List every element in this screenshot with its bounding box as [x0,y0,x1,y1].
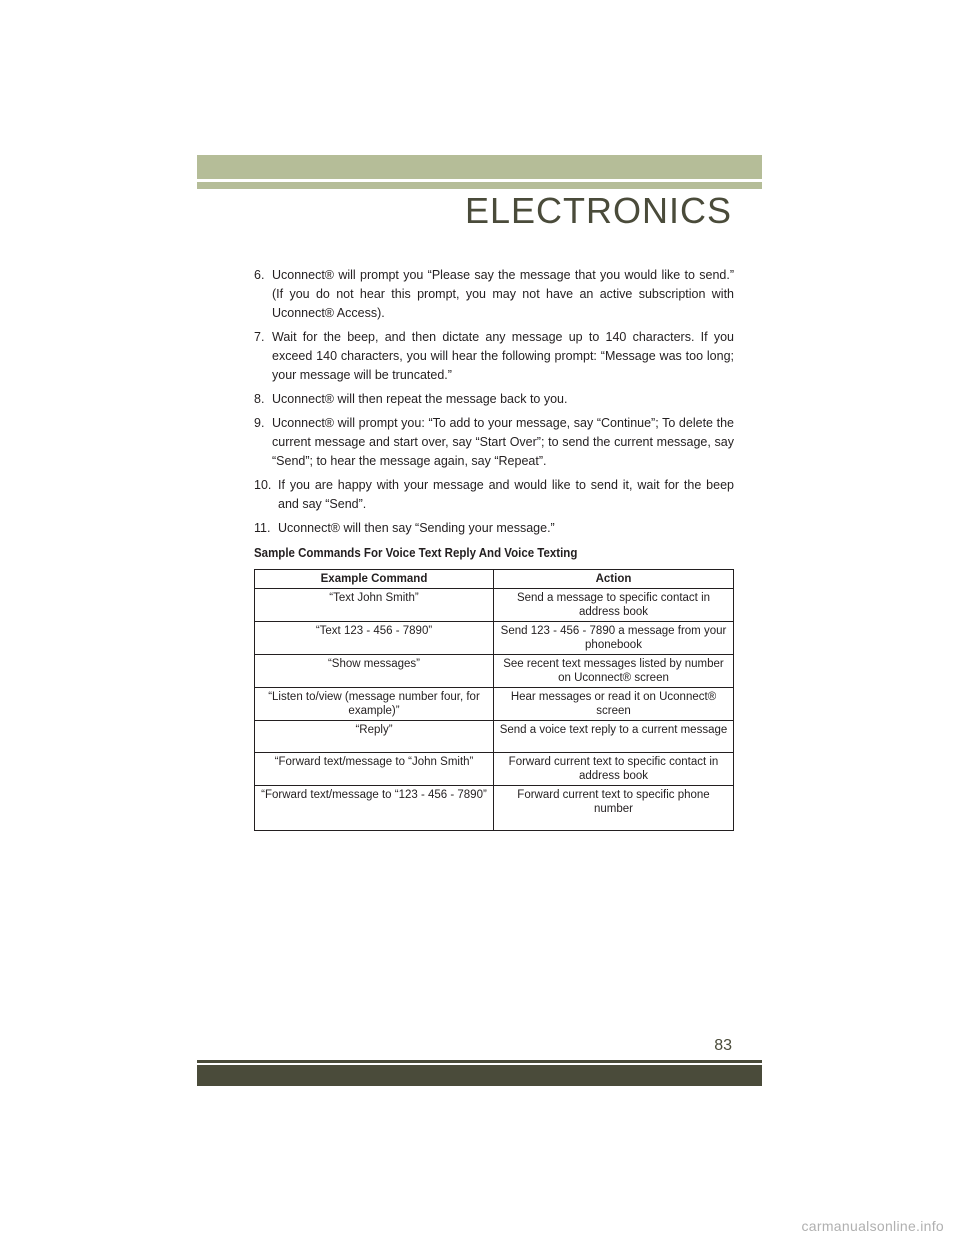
footer-bar [197,1060,762,1086]
step-text: Uconnect® will then say “Sending your message.” [278,521,555,535]
command-cell: “Listen to/view (message number four, for example)” [255,688,494,721]
page-content [254,266,734,831]
step-text: Uconnect® will prompt you “Please say the message that you would like to send.” (If you do not hear this prompt, you may not have an active subscription with Uconnect® Access). [272,268,734,320]
header-bar [197,155,762,189]
column-header-action: Action [494,570,734,589]
table-row [255,721,734,753]
command-cell: “Show messages” [255,655,494,688]
command-cell: “Text John Smith” [255,589,494,622]
step-item [254,414,734,471]
step-item [254,328,734,385]
action-cell: Send a voice text reply to a current message [494,721,734,753]
watermark[interactable]: carmanualsonline.info [801,1218,944,1234]
header-bar-stripe [197,179,762,182]
step-text: Wait for the beep, and then dictate any message up to 140 characters. If you exceed 140 characters, you will hear the following prompt: “Message was too long; your message will be truncated.” [272,330,734,382]
step-number: 11. [254,521,271,535]
step-number: 9. [254,416,265,430]
action-cell: Hear messages or read it on Uconnect® screen [494,688,734,721]
action-cell: See recent text messages listed by number on Uconnect® screen [494,655,734,688]
table-header-row [255,570,734,589]
step-text: If you are happy with your message and would like to send it, wait for the beep and say “Send”. [278,478,734,511]
commands-table [254,569,734,831]
step-text: Uconnect® will prompt you: “To add to your message, say “Continue”; To delete the current message and start over, say “Start Over”; to send the current message, say “Send”; to hear the message again, say “Repeat”. [272,416,734,468]
step-number: 6. [254,268,265,282]
command-cell: “Reply” [255,721,494,753]
command-cell: “Forward text/message to “123 - 456 - 7890” [255,786,494,831]
command-cell: “Text 123 - 456 - 7890” [255,622,494,655]
table-row [255,753,734,786]
action-cell: Send 123 - 456 - 7890 a message from your phonebook [494,622,734,655]
section-title: ELECTRONICS [464,190,732,231]
step-item [254,519,734,538]
page-number: 83 [714,1037,732,1054]
table-row [255,655,734,688]
table-heading: Sample Commands For Voice Text Reply And Voice Texting [254,546,578,560]
table-row [255,589,734,622]
action-cell: Send a message to specific contact in address book [494,589,734,622]
command-cell: “Forward text/message to “John Smith” [255,753,494,786]
footer-bar-stripe [197,1063,762,1065]
step-number: 10. [254,478,272,492]
step-item [254,390,734,409]
step-item [254,476,734,514]
table-row [255,622,734,655]
step-list [254,266,734,538]
action-cell: Forward current text to specific phone number [494,786,734,831]
step-number: 8. [254,392,265,406]
column-header-command: Example Command [255,570,494,589]
step-text: Uconnect® will then repeat the message back to you. [272,392,568,406]
action-cell: Forward current text to specific contact in address book [494,753,734,786]
step-number: 7. [254,330,265,344]
table-row [255,786,734,831]
table-row [255,688,734,721]
step-item [254,266,734,323]
